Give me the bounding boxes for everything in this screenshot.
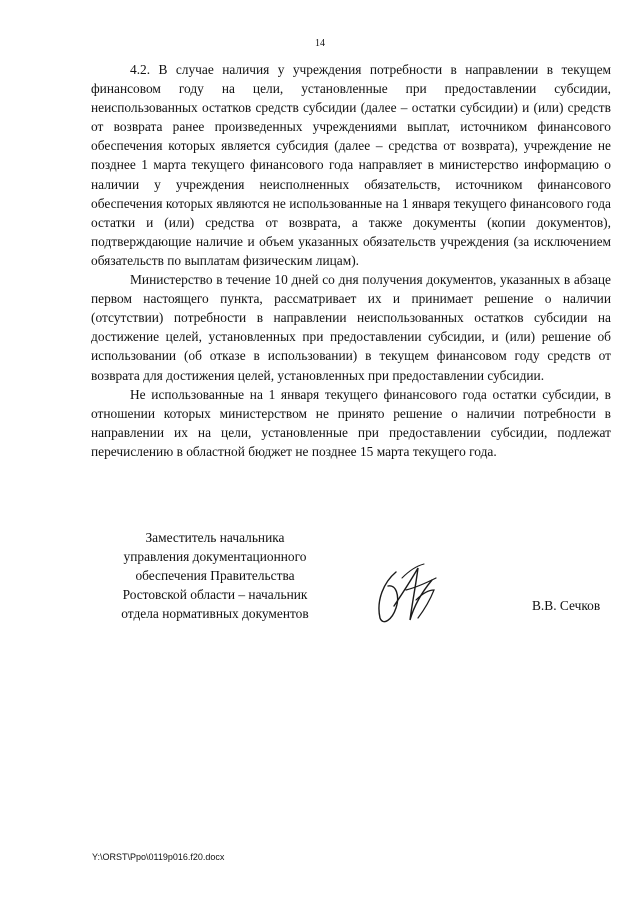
signatory-title-line: отдела нормативных документов xyxy=(121,606,309,621)
handwritten-signature xyxy=(366,560,446,630)
paragraph-ministry-review: Министерство в течение 10 дней со дня получения документов, указанных в абзаце первом настоящего пункта, рассматривает их и принимает решение о наличии (отсутствии) потребности в направлении неиспользованных остатков субсидии на достижение целей, установленных при предоставлении субсидии, и (или) решение об использовании (об отказе в использовании) в текущем финансовом году средств от возврата для достижения целей, установленных при предоставлении субсидии. xyxy=(91,272,611,383)
document-body xyxy=(91,60,611,461)
footer-file-path: Y:\ORST\Ppo\0119p016.f20.docx xyxy=(92,852,225,862)
paragraph-unused-balances: Не использованные на 1 января текущего финансового года остатки субсидии, в отношении которых министерством не принято решение о наличии потребности в направлении их на цели, установленные при предоставлении субсидии, подлежат перечислению в областной бюджет не позднее 15 марта текущего года. xyxy=(91,386,611,459)
signer-name: В.В. Сечков xyxy=(532,598,601,613)
paragraph-4-2: 4.2. В случае наличия у учреждения потребности в направлении в текущем финансовом году на цели, установленные при предоставлении субсидии, неиспользованных остатков средств субсидии (далее – остатки субсидии) и (или) средств от возврата ранее произведенных учреждениями выплат, источником финансового обеспечения которых является субсидия (далее – средства от возврата), учреждение не позднее 1 марта текущего финансового года направляет в министерство информацию о наличии у учреждения неисполненных обязательств, источником финансового обеспечения которых являются не использованные на 1 января текущего финансового года остатки и (или) средства от возврата, а также документы (копии документов), подтверждающие наличие и объем указанных обязательств учреждения (за исключением обязательств по выплатам физическим лицам). xyxy=(91,62,611,268)
signatory-title-line: Заместитель начальника xyxy=(145,530,285,545)
signatory-title xyxy=(110,528,320,623)
signatory-title-line: управления документационного xyxy=(123,549,307,564)
signatory-title-line: обеспечения Правительства xyxy=(135,568,295,583)
signatory-title-line: Ростовской области – начальник xyxy=(122,587,308,602)
page-number: 14 xyxy=(315,38,325,49)
